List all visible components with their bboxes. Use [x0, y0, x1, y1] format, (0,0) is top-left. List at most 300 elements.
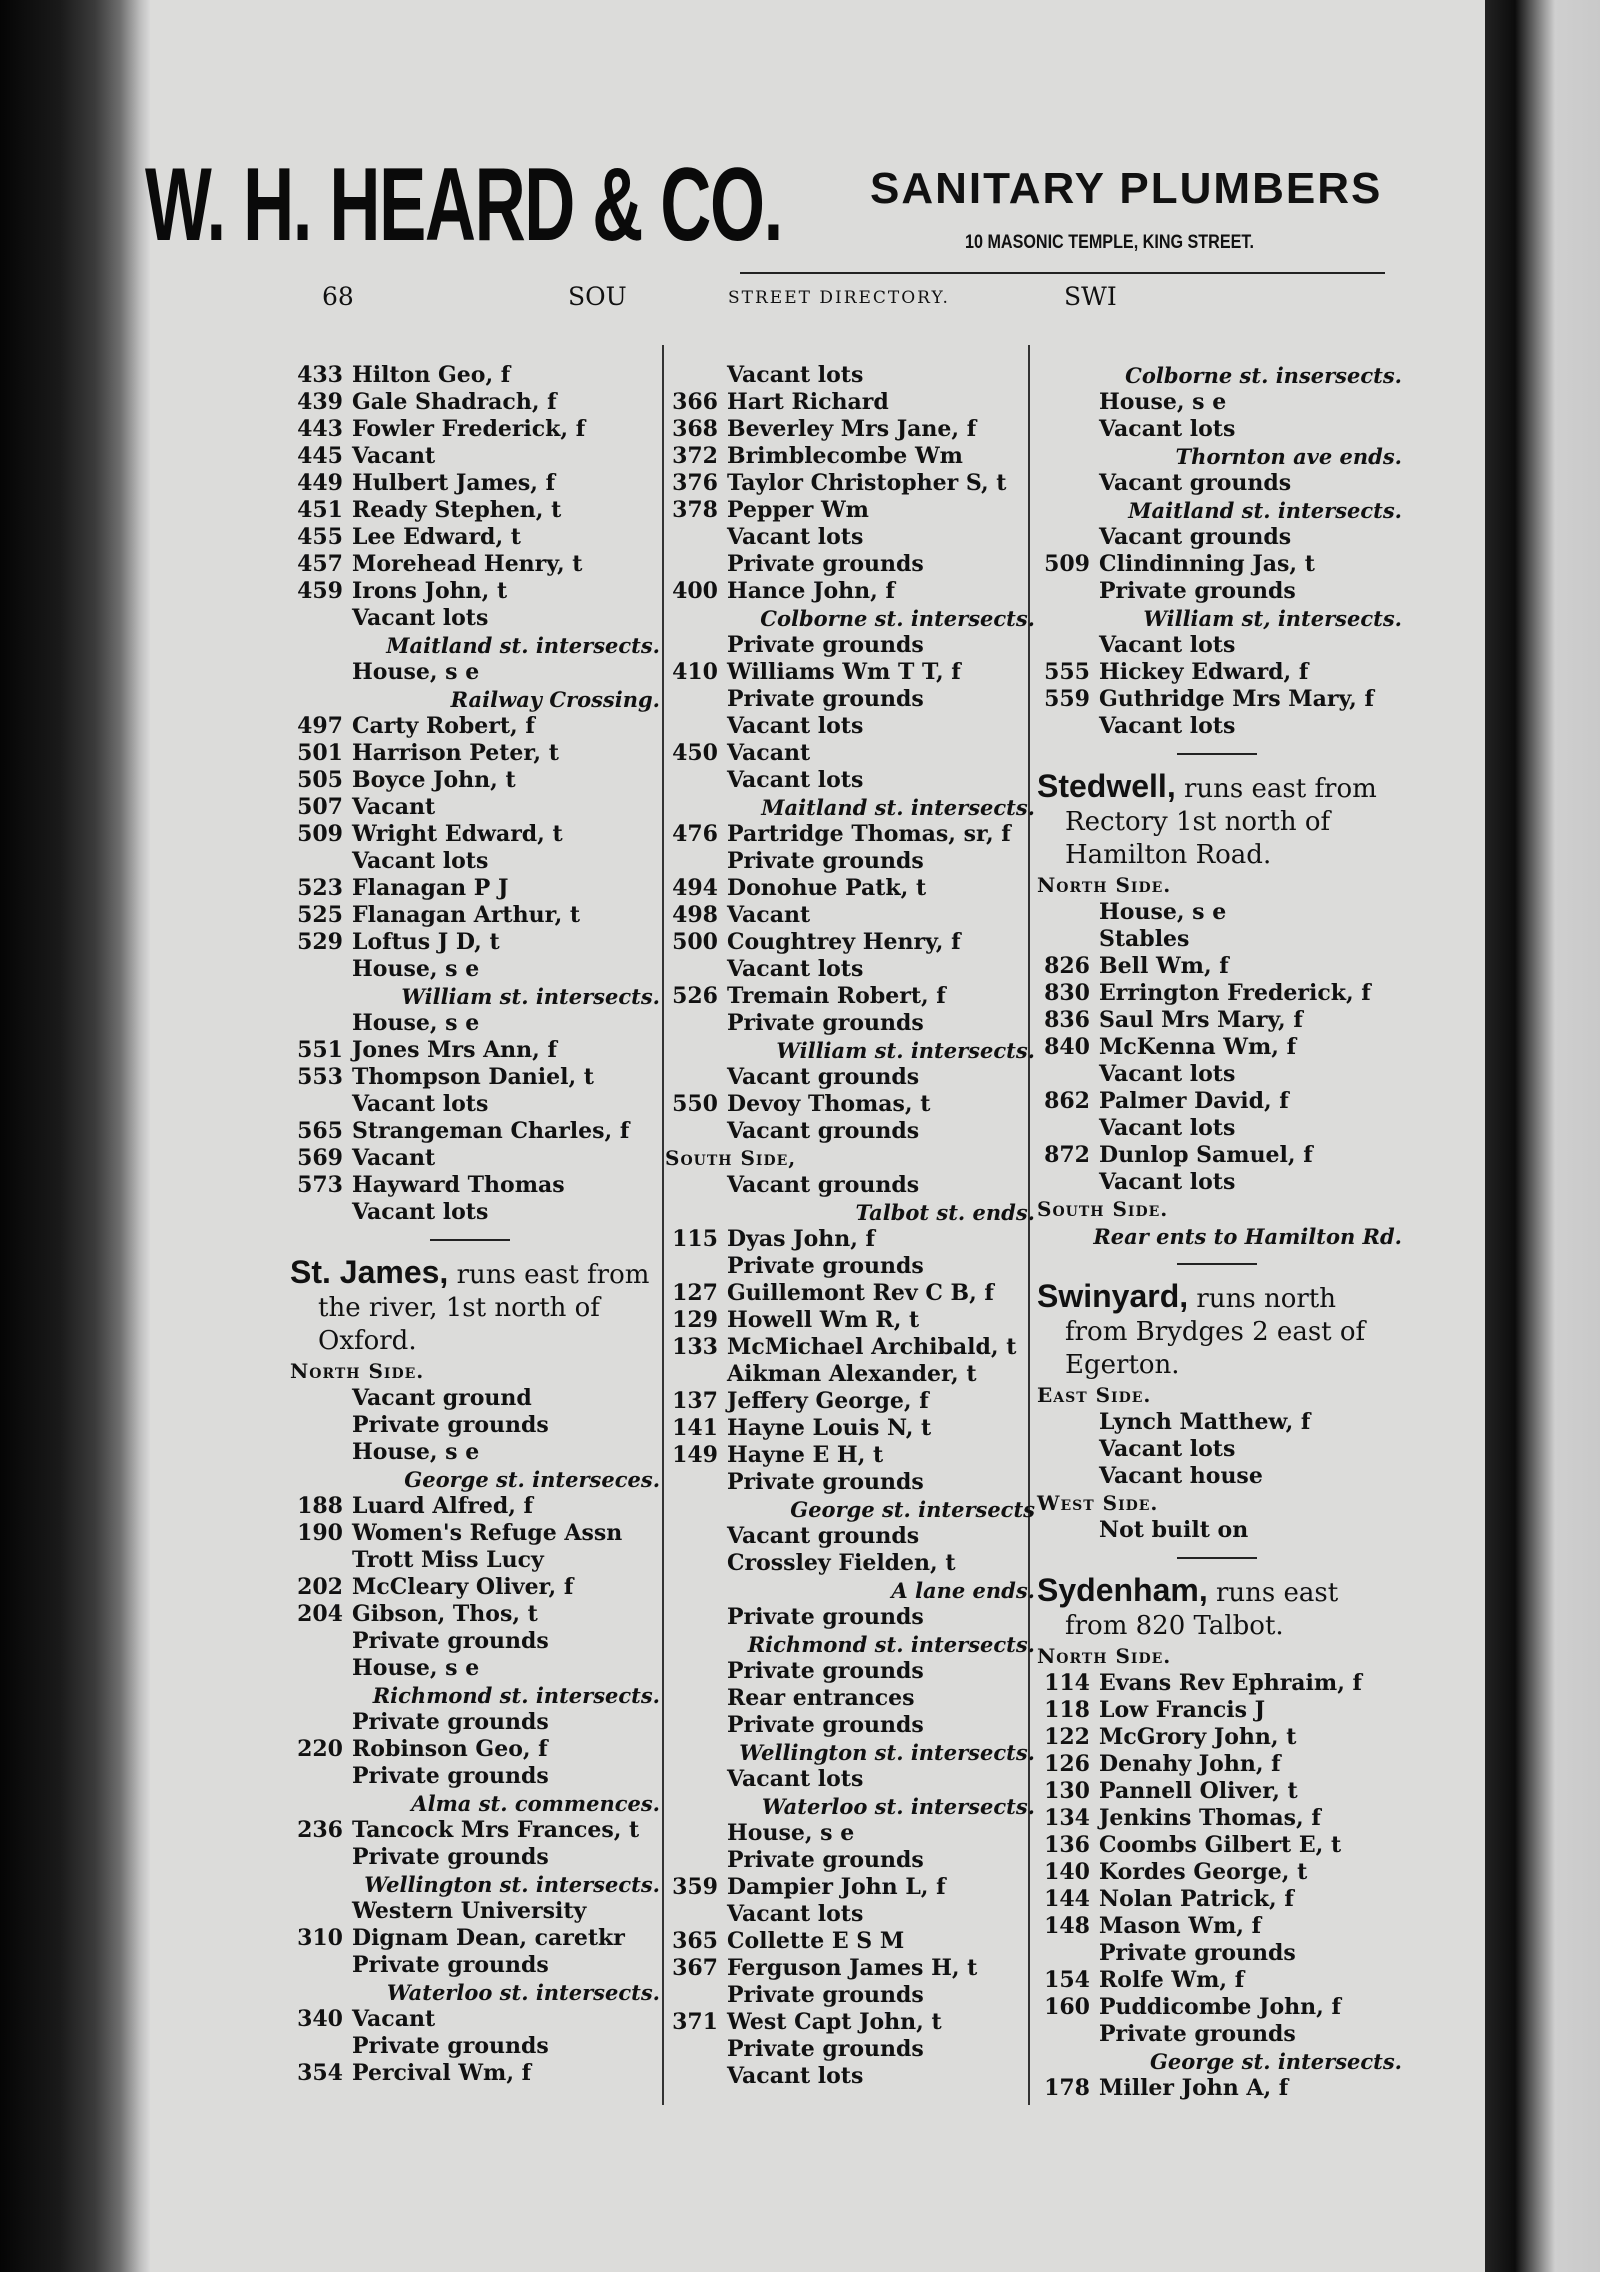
directory-line: House, s e — [1099, 899, 1227, 925]
occupant-name: Loftus J D, t — [352, 929, 500, 955]
directory-entry — [290, 1172, 660, 1199]
directory-entry — [1037, 1859, 1402, 1886]
occupant-name: Dampier John L, f — [727, 1874, 946, 1900]
directory-entry — [665, 578, 1035, 605]
house-number: 202 — [297, 1574, 343, 1600]
house-number: 114 — [1044, 1670, 1090, 1696]
occupant-name: Gibson, Thos, t — [352, 1601, 538, 1627]
directory-entry — [290, 1601, 660, 1628]
directory-entry — [665, 902, 1035, 929]
directory-entry — [1037, 1142, 1402, 1169]
house-number: 439 — [297, 389, 343, 415]
section-rule — [1037, 1544, 1402, 1572]
occupant-name: Coughtrey Henry, f — [727, 929, 961, 955]
directory-line: Private grounds — [1099, 2021, 1296, 2047]
directory-entry — [290, 794, 660, 821]
directory-line: Private grounds — [1099, 1940, 1296, 1966]
directory-entry — [665, 1091, 1035, 1118]
occupant-name: Low Francis J — [1099, 1697, 1266, 1723]
house-number: 507 — [297, 794, 343, 820]
house-number: 559 — [1044, 686, 1090, 712]
directory-line: Private grounds — [727, 1010, 924, 1036]
house-number: 830 — [1044, 980, 1090, 1006]
occupant-name: Vacant — [727, 740, 811, 766]
header-rule — [740, 272, 1385, 274]
directory-entry — [1037, 1994, 1402, 2021]
cross-street-note: Maitland st. intersects. — [1128, 498, 1402, 523]
cross-street-note: William st. intersects. — [776, 1038, 1035, 1063]
directory-column-1 — [290, 362, 660, 2087]
house-number: 141 — [672, 1415, 718, 1441]
house-number: 126 — [1044, 1751, 1090, 1777]
occupant-name: Boyce John, t — [352, 767, 516, 793]
cross-street-note: Thornton ave ends. — [1175, 444, 1402, 469]
cross-street-note: Wellington st. intersects. — [739, 1740, 1035, 1765]
house-number: 494 — [672, 875, 718, 901]
directory-line: Western University — [352, 1898, 587, 1924]
directory-entry — [290, 1520, 660, 1547]
directory-line: Private grounds — [727, 632, 924, 658]
occupant-name: Errington Frederick, f — [1099, 980, 1371, 1006]
directory-line: Vacant grounds — [727, 1523, 920, 1549]
occupant-name: McGrory John, t — [1099, 1724, 1297, 1750]
directory-entry — [1037, 1967, 1402, 1994]
directory-entry — [290, 1118, 660, 1145]
occupant-name: Thompson Daniel, t — [352, 1064, 594, 1090]
directory-line: House, s e — [1099, 389, 1227, 415]
directory-entry — [290, 551, 660, 578]
side-heading: South Side. — [1037, 1197, 1169, 1221]
house-number: 137 — [672, 1388, 718, 1414]
house-number: 551 — [297, 1037, 343, 1063]
directory-entry — [665, 875, 1035, 902]
directory-entry — [665, 2009, 1035, 2036]
occupant-name: Vacant — [352, 794, 436, 820]
directory-line: Private grounds — [727, 686, 924, 712]
directory-line: Lynch Matthew, f — [1099, 1409, 1311, 1435]
house-number: 368 — [672, 416, 718, 442]
directory-line: Rear entrances — [727, 1685, 915, 1711]
occupant-name: Women's Refuge Assn — [352, 1520, 623, 1546]
directory-entry — [665, 1928, 1035, 1955]
advertiser-trade: SANITARY PLUMBERS — [870, 164, 1383, 213]
house-number: 160 — [1044, 1994, 1090, 2020]
house-number: 372 — [672, 443, 718, 469]
cross-street-note: Rear ents to Hamilton Rd. — [1093, 1224, 1402, 1249]
occupant-name: Bell Wm, f — [1099, 953, 1229, 979]
directory-line: Vacant lots — [1099, 1061, 1236, 1087]
occupant-name: Strangeman Charles, f — [352, 1118, 630, 1144]
house-number: 220 — [297, 1736, 343, 1762]
cross-street-note: Talbot st. ends. — [855, 1200, 1035, 1225]
cross-street-note: William st. intersects. — [401, 984, 660, 1009]
street-name: Swinyard, — [1037, 1278, 1189, 1314]
directory-line: Vacant ground — [352, 1385, 532, 1411]
occupant-name: Flanagan Arthur, t — [352, 902, 581, 928]
directory-line: Private grounds — [727, 1604, 924, 1630]
section-rule — [290, 1226, 660, 1254]
house-number: 449 — [297, 470, 343, 496]
house-number: 154 — [1044, 1967, 1090, 1993]
directory-entry — [290, 389, 660, 416]
occupant-name: Gale Shadrach, f — [352, 389, 557, 415]
directory-line: Private grounds — [727, 1712, 924, 1738]
occupant-name: Jeffery George, f — [727, 1388, 929, 1414]
house-number: 550 — [672, 1091, 718, 1117]
directory-entry — [290, 497, 660, 524]
occupant-name: Robinson Geo, f — [352, 1736, 548, 1762]
directory-line: Vacant lots — [727, 1901, 864, 1927]
cross-street-note: Waterloo st. intersects. — [761, 1794, 1035, 1819]
directory-line: Private grounds — [727, 551, 924, 577]
directory-entry — [290, 1145, 660, 1172]
occupant-name: Carty Robert, f — [352, 713, 535, 739]
occupant-name: Ready Stephen, t — [352, 497, 562, 523]
directory-column-3 — [1037, 362, 1402, 2102]
cross-street-note: George st. intersects. — [1149, 2049, 1402, 2074]
directory-entry — [1037, 1886, 1402, 1913]
directory-entry — [665, 1307, 1035, 1334]
running-head-right: SWI — [1064, 282, 1117, 311]
house-number: 149 — [672, 1442, 718, 1468]
street-heading — [1037, 1574, 1402, 1643]
house-number: 509 — [1044, 551, 1090, 577]
directory-line: Private grounds — [727, 1982, 924, 2008]
directory-entry — [665, 470, 1035, 497]
directory-line: Vacant house — [1099, 1463, 1263, 1489]
directory-entry — [290, 1574, 660, 1601]
section-rule — [1037, 1250, 1402, 1278]
directory-entry — [290, 524, 660, 551]
house-number: 190 — [297, 1520, 343, 1546]
directory-line: Private grounds — [727, 1253, 924, 1279]
cross-street-note: George st. intersects — [790, 1497, 1035, 1522]
directory-entry — [290, 2060, 660, 2087]
side-heading: North Side. — [290, 1359, 425, 1383]
directory-line: House, s e — [352, 1439, 480, 1465]
occupant-name: McKenna Wm, f — [1099, 1034, 1297, 1060]
directory-entry — [290, 767, 660, 794]
directory-entry — [290, 713, 660, 740]
directory-entry — [1037, 1724, 1402, 1751]
occupant-name: Taylor Christopher S, t — [727, 470, 1007, 496]
directory-line: Private grounds — [727, 848, 924, 874]
cross-street-note: Colborne st. insersects. — [1125, 363, 1402, 388]
street-name: St. James, — [290, 1254, 449, 1290]
side-heading: South Side, — [665, 1146, 797, 1170]
occupant-name: Donohue Patk, t — [727, 875, 927, 901]
directory-entry — [1037, 686, 1402, 713]
directory-entry — [665, 1334, 1035, 1361]
directory-entry — [665, 1955, 1035, 1982]
directory-entry — [665, 389, 1035, 416]
house-number: 188 — [297, 1493, 343, 1519]
street-heading — [1037, 1280, 1402, 1382]
directory-entry — [290, 740, 660, 767]
house-number: 127 — [672, 1280, 718, 1306]
house-number: 236 — [297, 1817, 343, 1843]
house-number: 134 — [1044, 1805, 1090, 1831]
directory-line: Vacant lots — [352, 1199, 489, 1225]
directory-line: Private grounds — [352, 1709, 549, 1735]
directory-entry — [290, 821, 660, 848]
directory-line: Crossley Fielden, t — [727, 1550, 956, 1576]
directory-line: Private grounds — [727, 1847, 924, 1873]
directory-entry — [665, 1415, 1035, 1442]
occupant-name: Partridge Thomas, sr, f — [727, 821, 1011, 847]
occupant-name: Tremain Robert, f — [727, 983, 946, 1009]
occupant-name: Kordes George, t — [1099, 1859, 1308, 1885]
house-number: 505 — [297, 767, 343, 793]
cross-street-note: A lane ends. — [891, 1578, 1035, 1603]
directory-entry — [290, 1817, 660, 1844]
directory-line: Private grounds — [352, 1628, 549, 1654]
running-head-left: SOU — [568, 282, 627, 311]
directory-line: Private grounds — [352, 1763, 549, 1789]
occupant-name: Denahy John, f — [1099, 1751, 1281, 1777]
occupant-name: Dunlop Samuel, f — [1099, 1142, 1313, 1168]
book-spine-shadow — [0, 0, 150, 2272]
house-number: 310 — [297, 1925, 343, 1951]
occupant-name: Hance John, f — [727, 578, 895, 604]
directory-entry — [1037, 1778, 1402, 1805]
occupant-name: Hayne E H, t — [727, 1442, 884, 1468]
occupant-name: Hayne Louis N, t — [727, 1415, 932, 1441]
cross-street-note: Alma st. commences. — [411, 1791, 660, 1816]
directory-line: Vacant lots — [352, 848, 489, 874]
occupant-name: Hayward Thomas — [352, 1172, 565, 1198]
directory-entry — [665, 443, 1035, 470]
house-number: 354 — [297, 2060, 343, 2086]
directory-line: Private grounds — [727, 1469, 924, 1495]
directory-entry — [1037, 953, 1402, 980]
directory-line: Vacant lots — [727, 767, 864, 793]
directory-line: Vacant lots — [1099, 1436, 1236, 1462]
directory-entry — [1037, 1007, 1402, 1034]
occupant-name: Irons John, t — [352, 578, 508, 604]
occupant-name: Evans Rev Ephraim, f — [1099, 1670, 1362, 1696]
occupant-name: Nolan Patrick, f — [1099, 1886, 1294, 1912]
directory-line: Stables — [1099, 926, 1190, 952]
directory-entry — [665, 983, 1035, 1010]
directory-line: Vacant lots — [352, 605, 489, 631]
occupant-name: Fowler Frederick, f — [352, 416, 586, 442]
occupant-name: Howell Wm R, t — [727, 1307, 920, 1333]
directory-entry — [665, 416, 1035, 443]
cross-street-note: George st. interseces. — [404, 1467, 660, 1492]
house-number: 122 — [1044, 1724, 1090, 1750]
directory-entry — [1037, 980, 1402, 1007]
directory-entry — [1037, 551, 1402, 578]
occupant-name: Morehead Henry, t — [352, 551, 583, 577]
occupant-name: Devoy Thomas, t — [727, 1091, 931, 1117]
directory-entry — [290, 875, 660, 902]
street-heading — [290, 1256, 660, 1358]
directory-entry — [290, 902, 660, 929]
occupant-name: Mason Wm, f — [1099, 1913, 1262, 1939]
cross-street-note: William st, intersects. — [1143, 606, 1402, 631]
directory-line: Vacant grounds — [727, 1172, 920, 1198]
directory-line: Private grounds — [727, 2036, 924, 2062]
occupant-name: Lee Edward, t — [352, 524, 521, 550]
house-number: 526 — [672, 983, 718, 1009]
directory-line: Vacant lots — [727, 2063, 864, 2089]
occupant-name: Luard Alfred, f — [352, 1493, 533, 1519]
advertisement-banner — [145, 147, 1395, 263]
directory-entry — [665, 1226, 1035, 1253]
facing-page-edge — [1485, 0, 1600, 2272]
occupant-name: McCleary Oliver, f — [352, 1574, 574, 1600]
occupant-name: Guthridge Mrs Mary, f — [1099, 686, 1374, 712]
house-number: 840 — [1044, 1034, 1090, 1060]
house-number: 359 — [672, 1874, 718, 1900]
directory-entry — [665, 497, 1035, 524]
occupant-name: Tancock Mrs Frances, t — [352, 1817, 640, 1843]
directory-entry — [290, 1925, 660, 1952]
house-number: 365 — [672, 1928, 718, 1954]
directory-column-2 — [665, 362, 1035, 2090]
directory-line: Vacant grounds — [1099, 470, 1292, 496]
directory-entry — [1037, 659, 1402, 686]
occupant-name: Vacant — [352, 1145, 436, 1171]
house-number: 498 — [672, 902, 718, 928]
directory-entry — [1037, 1832, 1402, 1859]
house-number: 459 — [297, 578, 343, 604]
directory-line: Vacant lots — [727, 713, 864, 739]
occupant-name: Harrison Peter, t — [352, 740, 559, 766]
occupant-name: Hulbert James, f — [352, 470, 556, 496]
house-number: 136 — [1044, 1832, 1090, 1858]
house-number: 376 — [672, 470, 718, 496]
street-description: runs east from the river, 1st north of Oxford. — [318, 1260, 650, 1356]
advertiser-name: W. H. HEARD & CO. — [145, 147, 782, 263]
running-head-title: STREET DIRECTORY. — [728, 288, 950, 308]
house-number: 410 — [672, 659, 718, 685]
column-divider — [662, 345, 664, 2105]
house-number: 509 — [297, 821, 343, 847]
directory-line: Vacant lots — [1099, 1115, 1236, 1141]
directory-line: Vacant lots — [727, 362, 864, 388]
house-number: 569 — [297, 1145, 343, 1171]
section-rule — [1037, 740, 1402, 768]
directory-line: House, s e — [352, 1655, 480, 1681]
house-number: 862 — [1044, 1088, 1090, 1114]
house-number: 204 — [297, 1601, 343, 1627]
house-number: 501 — [297, 740, 343, 766]
directory-line: Vacant lots — [352, 1091, 489, 1117]
house-number: 433 — [297, 362, 343, 388]
occupant-name: McMichael Archibald, t — [727, 1334, 1017, 1360]
directory-line: Vacant lots — [727, 1766, 864, 1792]
house-number: 445 — [297, 443, 343, 469]
directory-entry — [290, 416, 660, 443]
directory-line: House, s e — [352, 956, 480, 982]
occupant-name: Puddicombe John, f — [1099, 1994, 1341, 2020]
directory-entry — [290, 1064, 660, 1091]
cross-street-note: Maitland st. intersects. — [386, 633, 660, 658]
directory-entry — [1037, 1697, 1402, 1724]
occupant-name: Vacant — [352, 2006, 436, 2032]
directory-line: Private grounds — [352, 1844, 549, 1870]
house-number: 523 — [297, 875, 343, 901]
cross-street-note: Wellington st. intersects. — [364, 1872, 660, 1897]
directory-entry — [665, 929, 1035, 956]
occupant-name: Ferguson James H, t — [727, 1955, 978, 1981]
house-number: 118 — [1044, 1697, 1090, 1723]
cross-street-note: Richmond st. intersects. — [747, 1632, 1035, 1657]
occupant-name: Beverley Mrs Jane, f — [727, 416, 977, 442]
directory-entry — [1037, 1913, 1402, 1940]
house-number: 573 — [297, 1172, 343, 1198]
occupant-name: Wright Edward, t — [352, 821, 563, 847]
occupant-name: Rolfe Wm, f — [1099, 1967, 1245, 1993]
house-number: 826 — [1044, 953, 1090, 979]
cross-street-note: Railway Crossing. — [450, 687, 660, 712]
directory-entry — [1037, 1805, 1402, 1832]
street-heading — [1037, 770, 1402, 872]
occupant-name: Miller John A, f — [1099, 2075, 1289, 2101]
side-heading: North Side. — [1037, 873, 1172, 897]
house-number: 178 — [1044, 2075, 1090, 2101]
house-number: 443 — [297, 416, 343, 442]
directory-entry — [665, 659, 1035, 686]
directory-line: House, s e — [352, 659, 480, 685]
occupant-name: Brimblecombe Wm — [727, 443, 963, 469]
house-number: 115 — [672, 1226, 718, 1252]
directory-line: Aikman Alexander, t — [727, 1361, 977, 1387]
directory-entry — [665, 1442, 1035, 1469]
directory-entry — [665, 740, 1035, 767]
house-number: 148 — [1044, 1913, 1090, 1939]
directory-line: Vacant lots — [727, 956, 864, 982]
occupant-name: Saul Mrs Mary, f — [1099, 1007, 1303, 1033]
occupant-name: Dignam Dean, caretkr — [352, 1925, 625, 1951]
directory-line: Vacant grounds — [727, 1064, 920, 1090]
cross-street-note: Maitland st. intersects. — [761, 795, 1035, 820]
occupant-name: Hilton Geo, f — [352, 362, 511, 388]
occupant-name: Coombs Gilbert E, t — [1099, 1832, 1342, 1858]
house-number: 366 — [672, 389, 718, 415]
directory-line: Private grounds — [352, 1952, 549, 1978]
house-number: 140 — [1044, 1859, 1090, 1885]
directory-entry — [665, 1874, 1035, 1901]
house-number: 553 — [297, 1064, 343, 1090]
house-number: 555 — [1044, 659, 1090, 685]
directory-line: Vacant lots — [1099, 632, 1236, 658]
directory-line: Vacant lots — [1099, 713, 1236, 739]
directory-line: Private grounds — [727, 1658, 924, 1684]
page-number: 68 — [322, 282, 354, 311]
house-number: 129 — [672, 1307, 718, 1333]
directory-entry — [290, 1493, 660, 1520]
directory-line: Vacant lots — [1099, 1169, 1236, 1195]
directory-line: House, s e — [352, 1010, 480, 1036]
directory-entry — [665, 821, 1035, 848]
house-number: 500 — [672, 929, 718, 955]
cross-street-note: Richmond st. intersects. — [372, 1683, 660, 1708]
occupant-name: Clindinning Jas, t — [1099, 551, 1315, 577]
house-number: 497 — [297, 713, 343, 739]
occupant-name: Williams Wm T T, f — [727, 659, 961, 685]
house-number: 367 — [672, 1955, 718, 1981]
directory-entry — [1037, 2075, 1402, 2102]
house-number: 457 — [297, 551, 343, 577]
directory-line: Vacant grounds — [1099, 524, 1292, 550]
directory-entry — [290, 1037, 660, 1064]
directory-entry — [665, 1280, 1035, 1307]
directory-entry — [1037, 1088, 1402, 1115]
street-description: runs east from 820 Talbot. — [1065, 1578, 1339, 1641]
